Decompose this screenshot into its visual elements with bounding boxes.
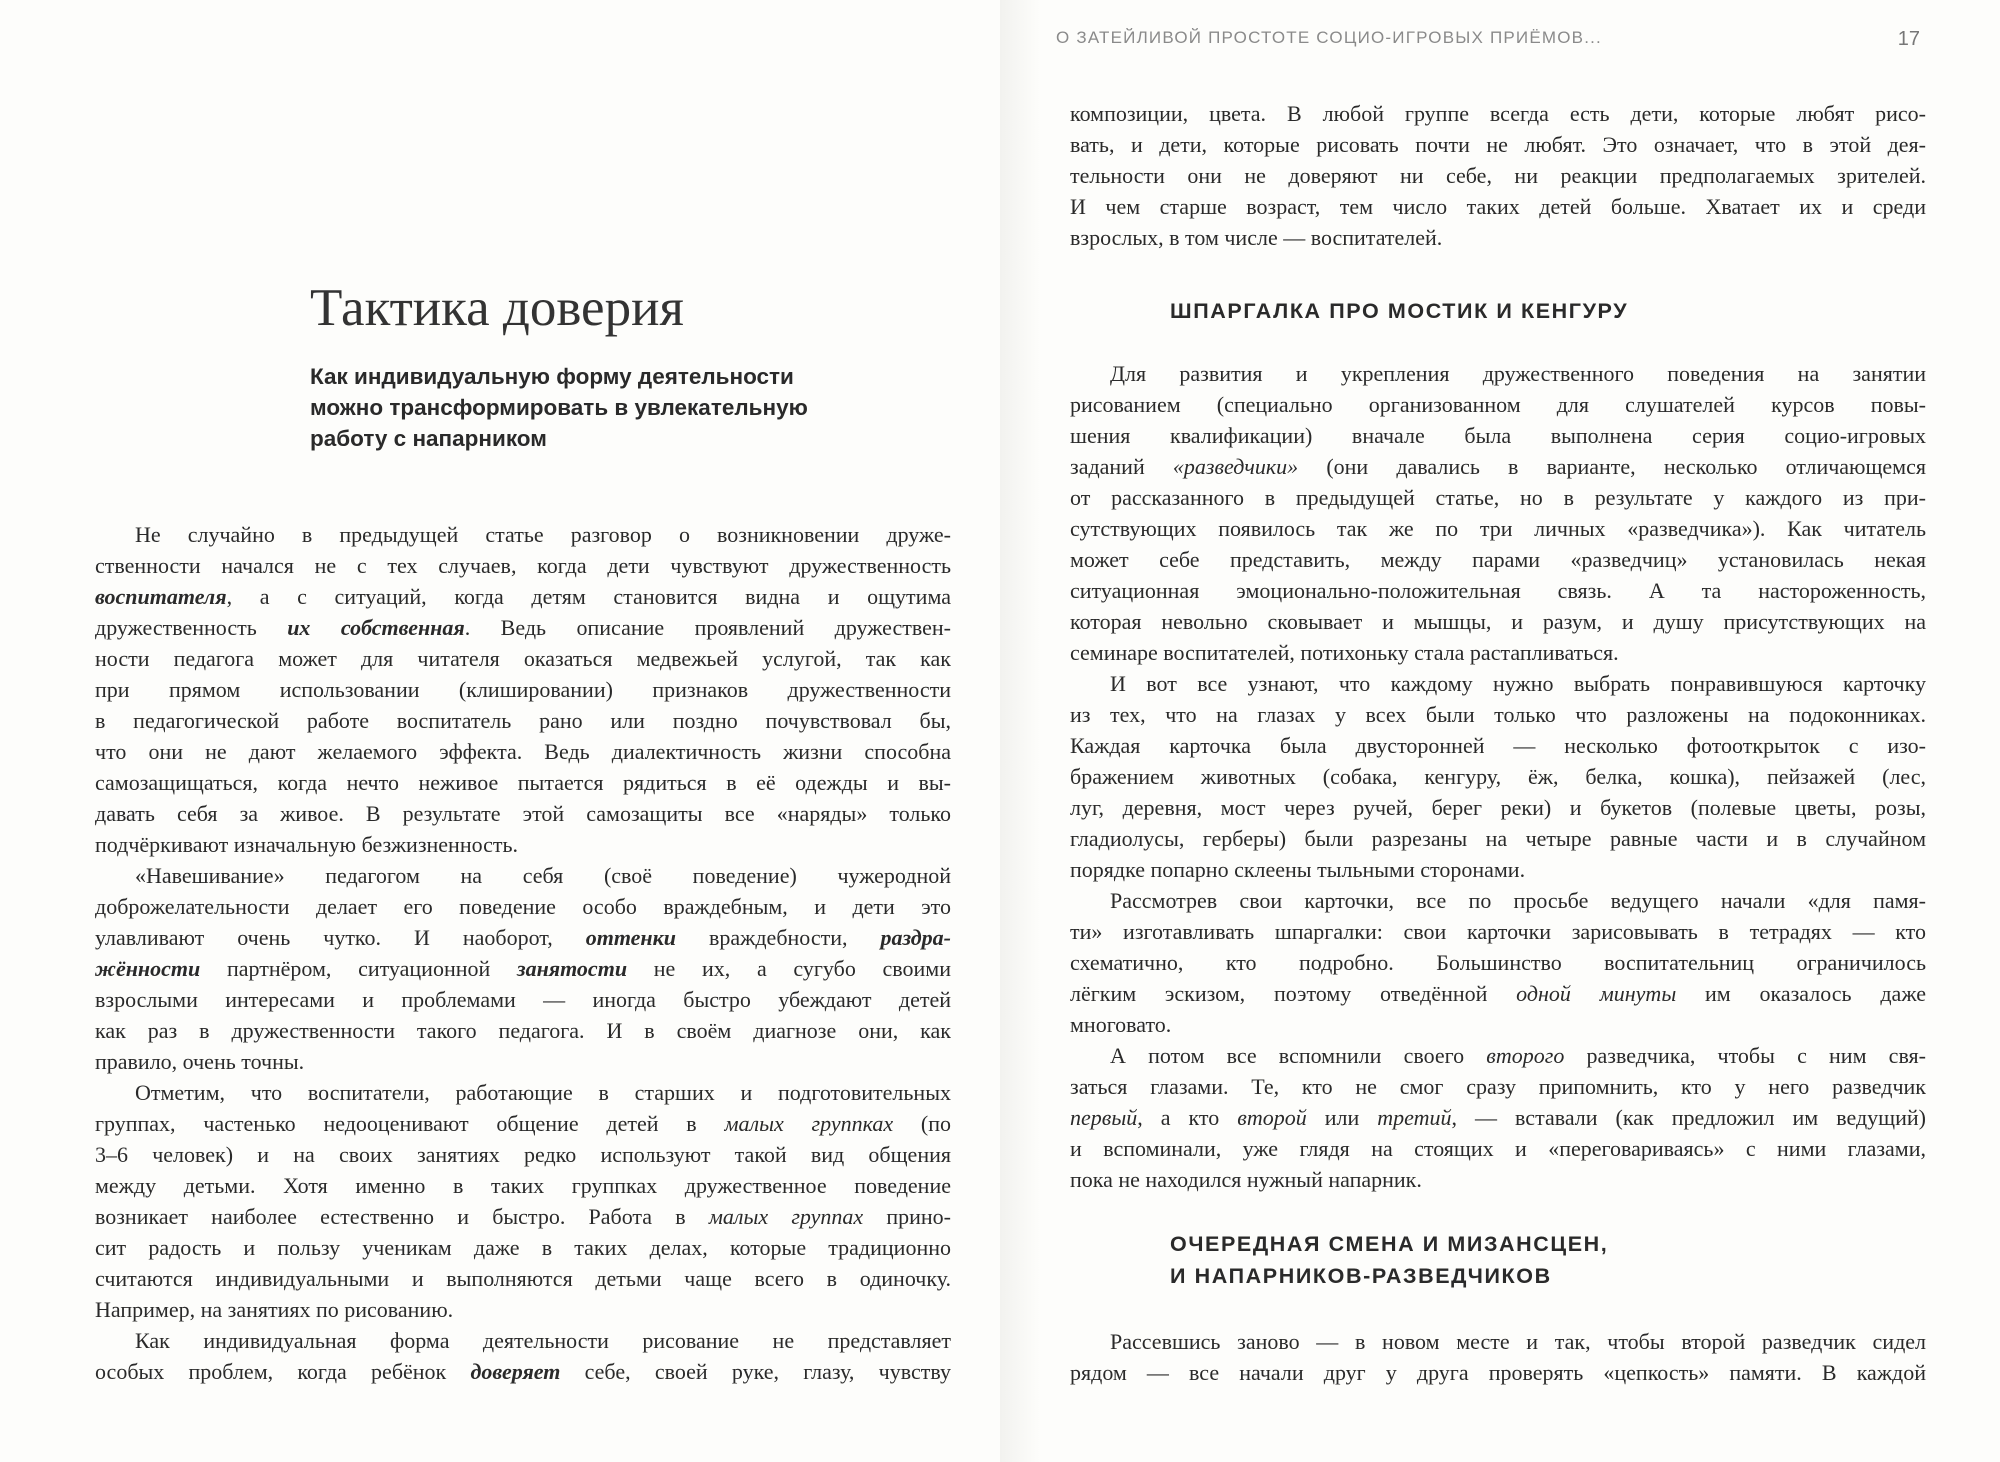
text-line: взрослых, в том числе — воспитателей. xyxy=(1070,225,1443,250)
text-line: Отметим, что воспитатели, работающие в старших и подготовительных xyxy=(135,1080,951,1105)
text-line: Для развития и укрепления дружественного поведения на занятии xyxy=(1110,361,1926,386)
text-line: рядом — все начали друг у друга проверять «цепкость» памяти. В каждой xyxy=(1070,1360,1926,1385)
text-line: композиции, цвета. В любой группе всегда есть дети, которые любят рисо- xyxy=(1070,101,1926,126)
emphasis: занятости xyxy=(516,956,628,981)
emphasis: «разведчики» xyxy=(1172,454,1299,479)
text-line: 3–6 человек) и на своих занятиях редко используют такой вид общения xyxy=(95,1142,951,1167)
running-header: О ЗАТЕЙЛИВОЙ ПРОСТОТЕ СОЦИО-ИГРОВЫХ ПРИЁМОВ... xyxy=(1056,28,1602,47)
text-line: шения квалификации) вначале была выполнена серия социо-игровых xyxy=(1070,423,1926,448)
text-line: пока не находился нужный напарник. xyxy=(1070,1167,1422,1192)
emphasis: второго xyxy=(1486,1043,1565,1068)
text-line: ти» изготавливать шпаргалки: свои карточки зарисовывать в тетрадях — кто xyxy=(1070,919,1926,944)
text-line: считаются индивидуальными и выполняются детьми чаще всего в одиночку. xyxy=(95,1266,951,1291)
text-line: при прямом использовании (клишировании) признаков дружественности xyxy=(95,677,951,702)
section-heading: ШПАРГАЛКА ПРО МОСТИК И КЕНГУРУ xyxy=(1170,299,1629,323)
text-line: воспитателя, а с ситуаций, когда детям становится видна и ощутима xyxy=(95,584,951,609)
page-number: 17 xyxy=(1897,28,1920,50)
text-line: Не случайно в предыдущей статье разговор о возникновении друже- xyxy=(135,522,951,547)
text-line: ности педагога может для читателя оказаться медвежьей услугой, так как xyxy=(95,646,951,671)
text-line: взрослыми интересами и проблемами — иногда быстро убеждают детей xyxy=(95,987,951,1012)
article-subtitle: Как индивидуальную форму деятельности можно трансформировать в увлекательную работу с напарником xyxy=(310,364,808,451)
text-line: гладиолусы, герберы) были разрезаны на четыре равные части и в случайном xyxy=(1070,826,1926,851)
text-line: бражением животных (собака, кенгуру, ёж, белка, кошка), пейзажей (лес, xyxy=(1070,764,1926,789)
emphasis: воспитателя xyxy=(95,584,227,609)
right-body-text-top xyxy=(1070,98,1926,253)
emphasis: оттенки xyxy=(585,925,677,950)
emphasis: второй xyxy=(1237,1105,1307,1130)
text-line: улавливают очень чутко. И наоборот, оттенки враждебности, раздра- xyxy=(95,925,951,950)
text-line: возникает наиболее естественно и быстро. Работа в малых группах прино- xyxy=(95,1204,951,1229)
text-line: сутствующих появилось так же по три личных «разведчика»). Как читатель xyxy=(1070,516,1926,541)
text-line: Рассевшись заново — в новом месте и так, чтобы второй разведчик сидел xyxy=(1110,1329,1926,1354)
text-line: заданий «разведчики» (они давались в варианте, несколько отличающемся xyxy=(1070,454,1926,479)
text-line: Рассмотрев свои карточки, все по просьбе ведущего начали «для памя- xyxy=(1110,888,1926,913)
text-line: тельности они не доверяют ни себе, ни реакции предполагаемых зрителей. xyxy=(1070,163,1926,188)
text-line: многовато. xyxy=(1070,1012,1172,1037)
right-body-text-middle xyxy=(1070,358,1926,1195)
emphasis: доверяет xyxy=(470,1359,561,1384)
text-line: ственности начался не с тех случаев, когда дети чувствуют дружественность xyxy=(95,553,951,578)
text-line: Например, на занятиях по рисованию. xyxy=(95,1297,454,1322)
text-line: группах, частенько недооценивают общение детей в малых группках (по xyxy=(95,1111,951,1136)
text-line: дружественность их собственная. Ведь описание проявлений дружествен- xyxy=(95,615,951,640)
text-line: вать, и дети, которые рисовать почти не любят. Это означает, что в этой дея- xyxy=(1070,132,1926,157)
text-line: давать себя за живое. В результате этой самозащиты все «наряды» только xyxy=(95,801,951,826)
section-heading-line: И НАПАРНИКОВ-РАЗВЕДЧИКОВ xyxy=(1170,1264,1552,1288)
text-line: И вот все узнают, что каждому нужно выбрать понравившуюся карточку xyxy=(1110,671,1926,696)
text-line: из тех, что на глазах у всех были только что разложены на подоконниках. xyxy=(1070,702,1926,727)
emphasis: первый xyxy=(1070,1105,1138,1130)
text-line: правило, очень точны. xyxy=(95,1049,305,1074)
text-line: сит радость и пользу ученикам даже в таких делах, которые традиционно xyxy=(95,1235,951,1260)
text-line: луг, деревня, мост через ручей, берег реки) и букетов (полевые цветы, розы, xyxy=(1070,795,1926,820)
text-line: И чем старше возраст, тем число таких детей больше. Хватает их и среди xyxy=(1070,194,1926,219)
emphasis: их собственная xyxy=(287,615,465,640)
right-page xyxy=(1000,0,2000,1462)
text-line: рисованием (специально организованном для слушателей курсов повы- xyxy=(1070,392,1926,417)
text-line: лёгким эскизом, поэтому отведённой одной минуты им оказалось даже xyxy=(1070,981,1926,1006)
text-line: Каждая карточка была двусторонней — несколько фотооткрыток с изо- xyxy=(1070,733,1926,758)
emphasis: малых группах xyxy=(708,1204,864,1229)
text-line: что они не дают желаемого эффекта. Ведь диалектичность жизни способна xyxy=(95,739,951,764)
text-line: как раз в дружественности такого педагога. И в своём диагнозе они, как xyxy=(95,1018,951,1043)
text-line: жённости партнёром, ситуационной занятости не их, а сугубо своими xyxy=(95,956,952,981)
text-line: которая невольно сковывает и мышцы, и разум, и душу присутствующих на xyxy=(1070,609,1926,634)
text-line: порядке попарно склеены тыльными сторонами. xyxy=(1070,857,1526,882)
text-line: ситуационная эмоционально-положительная связь. А та настороженность, xyxy=(1070,578,1926,603)
text-line: и вспоминали, уже глядя на стоящих и «переговариваясь» с ними глазами, xyxy=(1070,1136,1926,1161)
text-line: особых проблем, когда ребёнок доверяет себе, своей руке, глазу, чувству xyxy=(95,1359,952,1384)
emphasis: раздра- xyxy=(880,925,951,950)
emphasis: одной минуты xyxy=(1516,981,1677,1006)
article-title: Тактика доверия xyxy=(310,279,684,337)
right-body-text-bottom xyxy=(1070,1326,1926,1388)
text-line: между детьми. Хотя именно в таких группках дружественное поведение xyxy=(95,1173,951,1198)
text-line: «Навешивание» педагогом на себя (своё поведение) чужеродной xyxy=(135,863,951,888)
text-line: Как индивидуальная форма деятельности рисование не представляет xyxy=(135,1328,951,1353)
text-line: в педагогической работе воспитатель рано или поздно почувствовал бы, xyxy=(95,708,951,733)
text-line: первый, а кто второй или третий, — вставали (как предложил им ведущий) xyxy=(1070,1105,1926,1130)
text-line: семинаре воспитателей, потихоньку стала растапливаться. xyxy=(1070,640,1619,665)
section-heading-line: ОЧЕРЕДНАЯ СМЕНА И МИЗАНСЦЕН, xyxy=(1170,1232,1609,1256)
text-line: заться глазами. Те, кто не смог сразу припомнить, кто у него разведчик xyxy=(1070,1074,1926,1099)
section-heading xyxy=(1170,1228,1608,1292)
left-body-text xyxy=(95,519,951,1387)
text-line: доброжелательности делает его поведение особо враждебным, и дети это xyxy=(95,894,951,919)
emphasis: жённости xyxy=(95,956,201,981)
text-line: может себе представить, между парами «разведчиц» установилась некая xyxy=(1070,547,1926,572)
emphasis: малых группках xyxy=(724,1111,894,1136)
text-line: самозащищаться, когда нечто неживое пытается рядиться в её одежды и вы- xyxy=(95,770,951,795)
emphasis: третий xyxy=(1377,1105,1452,1130)
text-line: А потом все вспомнили своего второго разведчика, чтобы с ним свя- xyxy=(1110,1043,1926,1068)
text-line: подчёркивают изначальную безжизненность. xyxy=(95,832,519,857)
text-line: от рассказанного в предыдущей статье, но в результате у каждого из при- xyxy=(1070,485,1926,510)
text-line: схематично, кто подробно. Большинство воспитательниц ограничилось xyxy=(1070,950,1926,975)
